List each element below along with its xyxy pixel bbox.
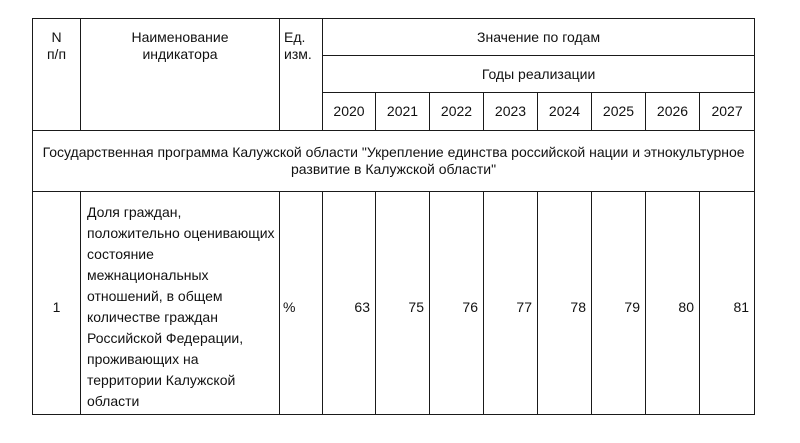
header-unit [280,19,323,131]
value-cell: 76 [430,192,484,415]
program-row [33,131,755,192]
header-implementation-years: Годы реализации [323,56,755,93]
indicators-table [32,18,755,415]
header-unit-line2: изм. [284,45,312,62]
year-header: 2027 [700,93,755,131]
indicator-unit: % [280,192,323,415]
header-values-by-year: Значение по годам [323,19,755,56]
table-row [33,192,755,415]
value-cell: 81 [700,192,755,415]
value-cell: 78 [538,192,592,415]
program-title: Государственная программа Калужской области "Укрепление единства российской нации и этнокультурное развитие в Калужской области" [33,131,755,192]
header-row-1 [33,19,755,56]
header-name-line2: индикатора [142,45,218,62]
year-header: 2023 [484,93,538,131]
indicator-name: Доля граждан, положительно оценивающих состояние межнациональных отношений, в общем количестве граждан Российской Федерации, проживающих на территории Калужской области [81,192,280,415]
value-cell: 80 [646,192,700,415]
year-header: 2025 [592,93,646,131]
year-header: 2022 [430,93,484,131]
value-cell: 79 [592,192,646,415]
value-cell: 77 [484,192,538,415]
header-number-line2: п/п [46,45,67,62]
year-header: 2020 [323,93,376,131]
year-header: 2021 [376,93,430,131]
header-unit-line1: Ед. [284,29,306,45]
header-number-line1: N [51,29,62,45]
year-header: 2024 [538,93,592,131]
header-indicator-name [81,19,280,131]
header-name-line1: Наименование [131,29,229,45]
value-cell: 75 [376,192,430,415]
header-number [33,19,81,131]
value-cell: 63 [323,192,376,415]
year-header: 2026 [646,93,700,131]
row-number: 1 [33,192,81,415]
